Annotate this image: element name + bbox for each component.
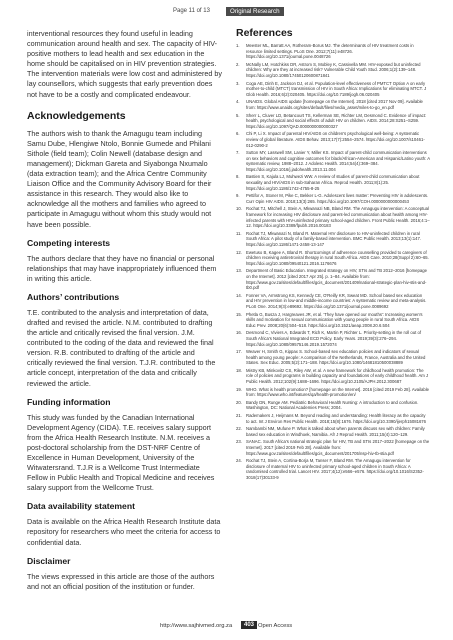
reference-number: 22.	[236, 426, 242, 432]
page-number: 403	[241, 621, 257, 629]
reference-item	[236, 426, 430, 437]
reference-number: 18.	[236, 367, 242, 373]
reference-item	[236, 413, 430, 424]
contributions-heading: Authors’ contributions	[27, 291, 120, 302]
page-footer	[0, 620, 453, 634]
reference-number: 14.	[236, 292, 242, 298]
reference-number: 17.	[236, 349, 242, 355]
reference-item	[236, 293, 430, 310]
reference-number: 6.	[236, 131, 240, 137]
reference-item	[236, 268, 430, 290]
reference-number: 10.	[236, 206, 242, 212]
reference-number: 2.	[236, 61, 240, 67]
reference-number: 15.	[236, 311, 242, 317]
reference-number: 24.	[236, 458, 242, 464]
reference-number: 12.	[236, 249, 242, 255]
reference-item	[236, 330, 430, 347]
reference-text: Rademakers J, Heijmans M. Beyond reading and understanding: Health literacy as the capacity to act. Int J Environ Res Public Health. 2018;15(8):1676. https://doi.org/10.3390/ijerph15081676	[246, 413, 427, 424]
reference-item	[236, 368, 430, 385]
reference-number: 3.	[236, 80, 240, 86]
reference-item	[236, 113, 430, 130]
reference-text: Rochat TJ, Mitchell J, Stein A, Mkwanazi NB, Bland RM. The Amagugu intervention: A conceptual framework for increasing HIV disclosure and parent-led communication about health among HIV-infected parents with HIV-uninfected primary school-aged children. Front Public Health. 2016;4:1–12. https://doi.org/10.3389/fpubh.2016.00183	[246, 206, 430, 229]
references-heading: References	[236, 27, 293, 39]
reference-item	[236, 99, 430, 110]
data-availability-paragraph: Data is available on the Africa Health Research Institute data repository for researchers who meet the criteria for access to confidential data.	[27, 517, 221, 547]
reference-text: Fonner VA, Armstrong KS, Kennedy CE, O'Reilly KR, Sweat MD. School based sex education and HIV prevention in low-and middle-income countries: A systematic review and meta-analysis. PLoS One. 2014;9(3):e89692. https://doi.org/10.1371/journal.pone.0089692	[246, 292, 427, 309]
reference-item	[236, 193, 430, 204]
disclaimer-heading: Disclaimer	[27, 555, 71, 566]
reference-text: Meester ML, Barratt AA, Rotheram-Borus MJ. The determinants of HIV treatment costs in resource limited settings. PLoS One. 2012;7(11):e48726. https://doi.org/10.1371/journal.pone.0048726	[246, 43, 414, 60]
reference-number: 1.	[236, 43, 240, 48]
reference-text: SANAC. South Africa's national strategic plan for HIV, TB and STIs 2017–2022 [homepage on the Internet]. 2017 [cited 2019 Feb 28]. Available from: https://www.gov.za/sites/default/files/gcis_document/201705/nsp-hiv-tb-stia.pdf	[246, 439, 430, 456]
reference-item	[236, 458, 430, 480]
disclaimer-paragraph: The views expressed in this article are those of the authors and not an official position of the institution or funder.	[27, 571, 215, 591]
reference-text: Rochat TJ, Mkwanazi N, Bland R. Maternal HIV disclosure to HIV-uninfected children in rural South Africa: A pilot study of a family-based intervention. BMC Public Health. 2013;13(1):147. https://doi.org/10.1186/1471-2458-13-147	[246, 230, 422, 247]
competing-interests-heading: Competing interests	[27, 237, 111, 248]
reference-text: Pettifor A, Stoner M, Pike C, Bekker L-G. Adolescent lives matter: Preventing HIV in adolescents. Curr Opin HIV AIDS. 2018;13(3):265. https://doi.org/10.1097/COH.0000000000000453	[246, 193, 429, 204]
journal-url-link[interactable]: http://www.sajhivmed.org.za	[160, 623, 233, 629]
reference-number: 9.	[236, 193, 240, 199]
reference-text: Desmond C, Viviers A, Edwards T, Rich K, Martin P, Richter L. Priority-setting in the roll out of South Africa's National Integrated ECD Policy. Early Years. 2019;39(3):276–294. https://doi.org/10.1080/09575146.2019.1572074	[246, 330, 422, 347]
reference-text: Sutton MY, Lasswell SM, Lanier Y, Miller KS. Impact of parent-child communication interventions on sex behaviors and cognitive outcomes for black/African-American and Hispanic/Latino youth: A systematic review, 1988–2012. J Adolesc Health. 2014;54(4):369–384. https://doi.org/10.1016/j.jadohealth.2013.11.004	[246, 150, 430, 172]
reference-item	[236, 131, 430, 148]
reference-text: Chi P, Li X. Impact of parental HIV/AIDS on children's psychological well-being: A systematic review of global literature. AIDS Behav. 2013;17(7):2554–2574. https://doi.org/10.1007/s10461-012-0290-2	[246, 131, 425, 148]
reference-item	[236, 62, 430, 79]
reference-item	[236, 206, 430, 228]
funding-paragraph: This study was funded by the Canadian International Development Agency (CIDA). T.E. receives salary support from the Africa Health Research Institute. N.M. receives a post-doctoral scholarship from the DST-NRF Centre of Excellence in Human Development, University of the Witwatersrand. T.J.R is a Wellcome Trust Intermediate Fellow in Public Health and Tropical Medicine and receives salary support from the Wellcome Trust.	[27, 412, 215, 493]
reference-text: UNAIDS. Global AIDS update [homepage on the Internet]. 2018 [cited 2017 Nov 09]. Available from: https://www.unaids.org/sites/default/files/media_asset/miles-to-go_en.pdf	[246, 99, 423, 110]
reference-number: 21.	[236, 413, 242, 419]
reference-text: Weaver H, Smith G, Kippax S. School-based sex education policies and indicators of sexual health among young people: A comparison of the Netherlands, France, Australia and the United States. Sex Educ. 2005;5(2):171–188. https://doi.org/10.1080/14681810500038889	[246, 349, 426, 366]
right-column	[236, 25, 430, 483]
reference-text: Phetla G, Busza J, Hargreaves JR, et al. 'They have opened our mouths': Increasing women's skills and motivation for sexual communication with young people in rural South Africa. AIDS Educ Prev. 2008;20(6):504–518. https://doi.org/10.1521/aeap.2008.20.6.504	[246, 311, 423, 328]
reference-text: Mistry KB, Minkovitz CS, Riley AW, et al. A new framework for childhood health promotion: The role of policies and programs in building capacity and foundations of early childhood health. Am J Public Health. 2012;102(9):1688–1696. https://doi.org/10.2105/AJPH.2012.300687	[246, 367, 429, 385]
open-access-label: Open Access	[258, 623, 293, 629]
reference-text: WHO. What is health promotion? [homepage on the Internet]. 2016 [cited 2019 Feb 28]. Available from: https://www.who.int/features/qa/health-promotion/en/	[246, 386, 430, 398]
intro-paragraph: interventional resources they found useful in leading communication around health and sex. The capacity of HIV-positive mothers to lead health and sex education in the home should be capitalised on in HIV prevention strategies. The intervention materials were low cost and administered by lay counsellors, which suggests that early prevention does not have to be a costly and complicated endeavour.	[27, 29, 222, 99]
data-availability-heading: Data availability statement	[27, 501, 135, 512]
section-tag: Original Research	[226, 7, 284, 16]
contributions-paragraph: T.E. contributed to the analysis and interpretation of data, drafted and revised the article. N.M. contributed to drafting the article and critically revised the final version. J.M. contributed to the coding of the data and reviewed the final version. R.B. contributed to drafting of the article and critically reviewed the final version. T.J.R. contributed to the article concept, interpretation of the data and critically reviewed the article.	[27, 307, 216, 388]
reference-list	[236, 43, 430, 481]
reference-item	[236, 250, 430, 267]
reference-item	[236, 231, 430, 248]
ack-heading: Acknowledgements	[27, 109, 126, 122]
reference-item	[236, 43, 430, 60]
reference-text: Bastien S, Kajula LJ, Muhwezi WW. A review of studies of parent-child communication about sexuality and HIV/AIDS in sub-Saharan Africa. Reprod Health. 2011;8(1):25. https://doi.org/10.1186/1742-4755-8-25	[246, 174, 420, 191]
reference-number: 11.	[236, 230, 242, 236]
reference-item	[236, 349, 430, 366]
reference-number: 4.	[236, 99, 240, 105]
reference-text: Coga AE, Dinh E, Jackson DJ, et al. Population-level effectiveness of PMTCT Option A on early mother-to-child (MTCT) transmission of HIV in South Africa: Implications for eliminating MTCT. J Glob Health. 2016;6(2):020405. https://doi.org/10.7189/jogh.06.020405	[246, 80, 427, 97]
reference-number: 20.	[236, 399, 242, 405]
reference-number: 23.	[236, 439, 242, 445]
reference-number: 8.	[236, 174, 240, 180]
reference-number: 7.	[236, 150, 240, 156]
reference-item	[236, 387, 430, 398]
funding-heading: Funding information	[27, 396, 111, 407]
reference-text: Ewetuso B, Kagee A, Bland R. Shortcomings of adherence counselling provided to caregivers of children receiving antiretroviral therapy in rural South Africa. AIDS Care. 2010;28(Suppl 2):60–65. https://doi.org/10.1080/09540121.2016.1176676	[246, 249, 429, 266]
reference-text: Nambambi NM, Mufune P. What is talked about when parents discuss sex with children: Family based sex education in Windhoek, Namibia. Afr J Reprod Health. 2011;15(4):120–129.	[246, 426, 425, 437]
page-header	[27, 6, 432, 20]
reference-number: 5.	[236, 112, 240, 118]
left-column	[27, 29, 222, 596]
reference-text: Sherr L, Cluver LD, Betancourt TS, Kellerman SE, Richter LM, Desmond C. Evidence of impact: health, psychological and social effects of adult HIV on children. AIDS. 2014;28:S251–S259. https://doi.org/10.1097/QAD.0000000000000327	[246, 112, 427, 129]
reference-item	[236, 81, 430, 98]
page-label: Page 11 of 13	[173, 8, 210, 14]
reference-text: Bandy DN, Runge AM. Pediatric Behavioral Health Nursing: A introduction to and confusion. Washington, DC: National Academies Press; 2004.	[246, 399, 419, 411]
reference-item	[236, 174, 430, 191]
reference-number: 13.	[236, 268, 242, 274]
reference-item	[236, 312, 430, 329]
reference-item	[236, 439, 430, 456]
reference-text: McNally LM, Hotchkiss DR, Astrom S, Mobley K, Cassivella MM. HIV-exposed but uninfected children: Why are they at increased risk? Vulnerable Child Youth Stud. 2006;1(2):139–148. https://doi.org/10.1080/17450120600871841	[246, 61, 421, 78]
reference-number: 16.	[236, 330, 242, 336]
reference-text: Department of Basic Education. Integrated strategy on HIV, STIs and TB 2012–2016 [homepage on the Internet]. 2012 [cited 2017 Apr 25]. p. 1–84. Available from: https://www.gov.za/sites/default/files/gcis_document/201409/national-strategic-plan-hiv-stis-and-tb0.pdf	[246, 268, 427, 291]
competing-interests-paragraph: The authors declare that they have no financial or personal relationships that may have inappropriately influenced them in writing this article.	[27, 253, 217, 283]
reference-text: Rochat TJ, Stein A, Cortina-Borja M, Tanser F, Bland RM. The Amagugu intervention for disclosure of maternal HIV to uninfected primary school-aged children in South Africa: A randomised controlled trial. Lancet HIV. 2017;4(12):e566–e576. https://doi.org/10.1016/S2352-3018(17)30133-9	[246, 458, 424, 480]
ack-paragraph: The authors wish to thank the Amagugu team including Samu Dube, Hlengiwe Ntolo, Bonnie Gumede and Philani Sithole (field team); Colin Newell (database design and management); Dickman Gareta and Siyabonga Nxumalo (data extraction team); and the Africa Centre Community Liaison Office and the Community Advisory Board for their assistance in this research. They would also like to acknowledge all the mothers and families who agreed to participate in Amagugu without whom this study would not have been possible.	[27, 128, 212, 229]
reference-number: 19.	[236, 386, 242, 392]
reference-item	[236, 400, 430, 411]
reference-item	[236, 150, 430, 172]
